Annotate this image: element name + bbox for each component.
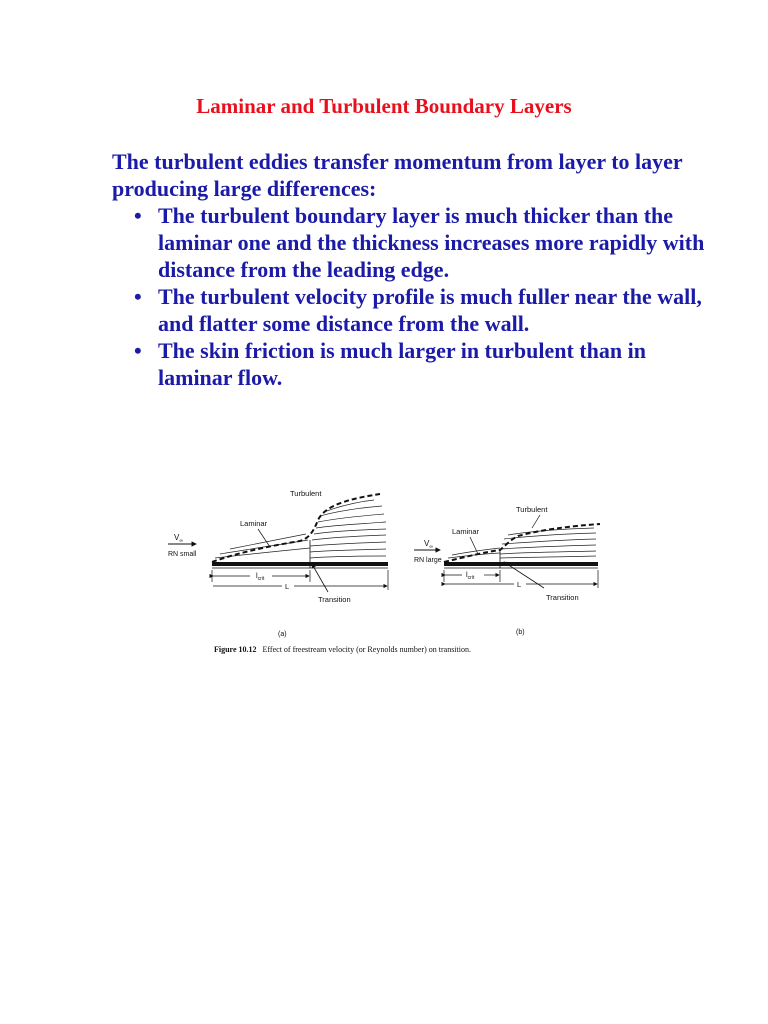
intro-paragraph: The turbulent eddies transfer momentum from layer to layer producing large differences:	[112, 149, 683, 201]
bullet-text: The skin friction is much larger in turbulent than in laminar flow.	[158, 338, 646, 390]
page-title: Laminar and Turbulent Boundary Layers	[196, 94, 572, 118]
laminar-label: Laminar	[240, 519, 268, 528]
freestream-velocity-label: $V_\infty$	[424, 539, 433, 550]
panel-b-label: (b)	[516, 629, 525, 636]
plate-length-label: L	[517, 580, 522, 589]
laminar-label: Laminar	[452, 527, 480, 536]
reynolds-number-label: RN small	[168, 551, 197, 558]
bullet-text: The turbulent boundary layer is much thicker than the laminar one and the thickness increases more rapidly with distance from the leading edge.	[158, 203, 705, 282]
panel-b	[414, 505, 600, 636]
flat-plate	[212, 562, 388, 566]
panel-a	[168, 489, 388, 638]
flat-plate	[444, 562, 598, 566]
freestream-velocity-label: $V_\infty$	[174, 533, 183, 544]
flow-lines	[215, 500, 386, 558]
bullet-item	[112, 283, 712, 337]
figure-caption: Figure 10.12 Effect of freestream velocity (or Reynolds number) on transition.	[214, 645, 471, 654]
bullet-text: The turbulent velocity profile is much fuller near the wall, and flatter some distance from the wall.	[158, 284, 702, 336]
critical-length-label: $l_{crit}$	[256, 571, 265, 582]
bullet-mark: •	[134, 284, 142, 309]
transition-label: Transition	[546, 593, 579, 602]
transition-label: Transition	[318, 595, 351, 604]
turbulent-label: Turbulent	[290, 489, 322, 498]
panel-a-label: (a)	[278, 631, 287, 638]
boundary-layer-edge	[212, 494, 380, 562]
bullet-mark: •	[134, 338, 142, 363]
turbulent-label: Turbulent	[516, 505, 548, 514]
body-text	[112, 148, 712, 391]
bullet-item	[112, 202, 712, 283]
bullet-item	[112, 337, 712, 391]
reynolds-number-label: RN large	[414, 557, 442, 564]
plate-length-label: L	[285, 582, 290, 591]
bullet-list	[112, 202, 712, 391]
critical-length-label: $l_{crit}$	[466, 570, 475, 581]
bullet-mark: •	[134, 203, 142, 228]
boundary-layer-figure	[160, 478, 610, 674]
